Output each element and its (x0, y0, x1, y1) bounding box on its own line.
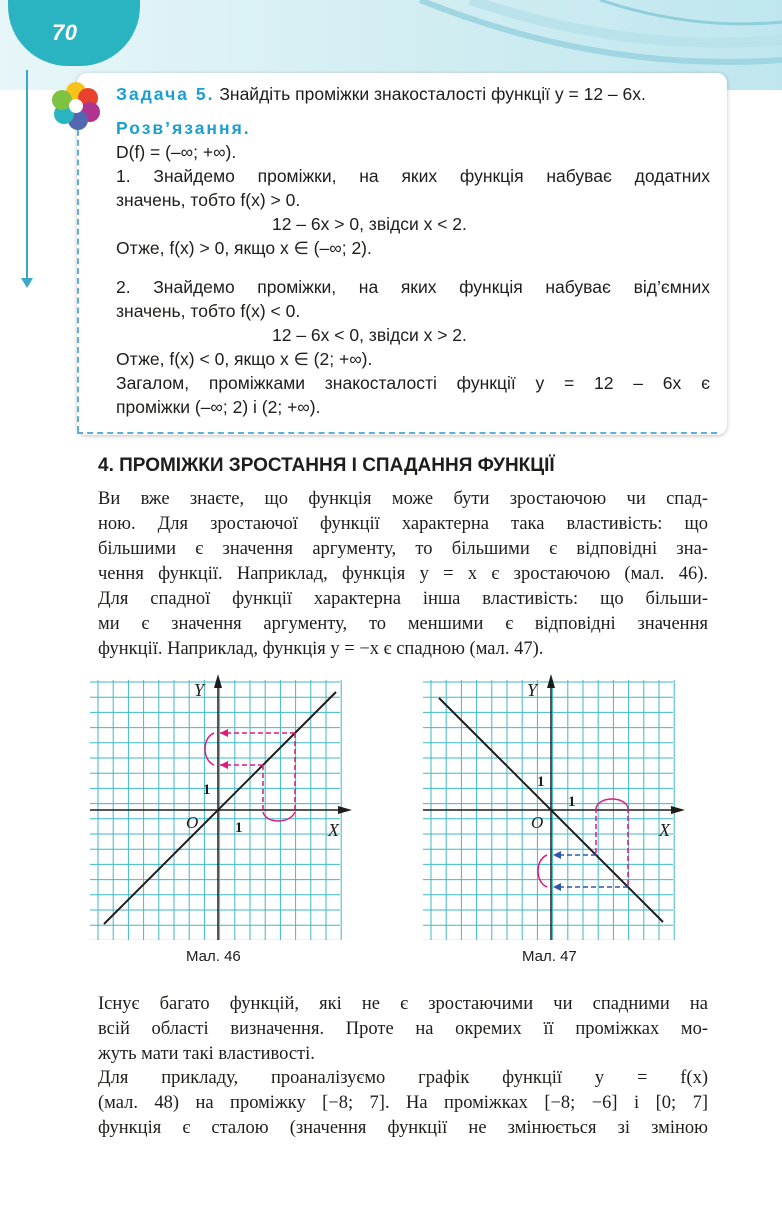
paragraph-line: всій області визначення. Проте на окремих її проміжках мо- (98, 1019, 708, 1039)
paragraph-line: ми є значення аргументу, то меншими є відповідні значення (98, 614, 708, 634)
paragraph-line: жуть мати такі властивості. (98, 1044, 315, 1064)
figure-47-caption: Мал. 47 (522, 948, 577, 965)
paragraph-line: функції. Наприклад, функція y = −x є спадною (мал. 47). (98, 639, 544, 659)
paragraph-line: Ви вже знаєте, що функція може бути зростаючою чи спад- (98, 489, 708, 509)
task-title-line (116, 83, 646, 106)
task-line: значень, тобто f(x) > 0. (116, 190, 301, 210)
paragraph-line: ною. Для зростаючої функції характерна така властивість: що (98, 514, 708, 534)
task-label: Задача 5. (116, 84, 215, 104)
figure-46-graph (90, 672, 352, 940)
paragraph-line: більшими є значення аргументу, то більшими є відповідні зна- (98, 539, 708, 559)
origin-label: O (531, 813, 544, 832)
task-line: 12 – 6x < 0, звідси x > 2. (272, 325, 467, 345)
axis-x-label: X (328, 820, 339, 840)
axis-x-label: X (659, 820, 670, 840)
task-dashed-border-bottom (77, 432, 717, 434)
flower-icon (50, 80, 102, 132)
x-axis-arrow-icon (671, 806, 685, 814)
task-dashed-border-left (77, 120, 79, 432)
arrowhead-icon (220, 729, 228, 737)
task-line: 1. Знайдемо проміжки, на яких функція набуває додатних (116, 166, 710, 186)
arc-arrow (538, 855, 547, 887)
task-line: 2. Знайдемо проміжки, на яких функція набуває від’ємних (116, 277, 710, 297)
figure-46-caption: Мал. 46 (186, 948, 241, 965)
y-axis-arrow-icon (547, 674, 555, 688)
solution-label: Розв’язання. (116, 118, 251, 138)
arrowhead-icon (553, 883, 561, 891)
unit-y-label: 1 (537, 774, 545, 790)
figure-47-graph (423, 672, 685, 940)
arc-arrow (263, 812, 295, 821)
paragraph-line: (мал. 48) на проміжку [−8; 7]. На проміжках [−8; −6] і [0; 7] (98, 1093, 708, 1113)
x-axis-arrow-icon (338, 806, 352, 814)
task-line: значень, тобто f(x) < 0. (116, 301, 301, 321)
unit-x-label: 1 (235, 820, 243, 836)
task-line: Отже, f(x) < 0, якщо x ∈ (2; +∞). (116, 349, 373, 369)
arrowhead-icon (553, 851, 561, 859)
side-arrow-icon (21, 278, 33, 288)
task-line: проміжки (–∞; 2) і (2; +∞). (116, 397, 321, 417)
side-marker-line (26, 70, 28, 280)
unit-y-label: 1 (203, 782, 211, 798)
paragraph-line: Для спадної функції характерна інша властивість: що більши- (98, 589, 708, 609)
unit-x-label: 1 (568, 794, 576, 810)
origin-label: O (186, 813, 199, 832)
paragraph-line: Для прикладу, проаналізуємо графік функції y = f(x) (98, 1068, 708, 1088)
page-number: 70 (52, 20, 78, 45)
paragraph-line: Існує багато функцій, які не є зростаючими чи спадними на (98, 994, 708, 1014)
y-axis-arrow-icon (214, 674, 222, 688)
task-statement: Знайдіть проміжки знакосталості функції y = 12 – 6x. (219, 84, 646, 104)
section-title: 4. ПРОМІЖКИ ЗРОСТАННЯ І СПАДАННЯ ФУНКЦІЇ (98, 455, 555, 476)
arc-arrow (205, 733, 214, 765)
task-line: Загалом, проміжками знакосталості функції y = 12 – 6x є (116, 373, 710, 393)
axis-y-label: Y (194, 680, 205, 700)
paragraph-line: чення функції. Наприклад, функція y = x є зростаючою (мал. 46). (98, 564, 708, 584)
paragraph-line: функція є сталою (значення функції не змінюється зі зміною (98, 1118, 708, 1138)
task-line: Отже, f(x) > 0, якщо x ∈ (–∞; 2). (116, 238, 372, 258)
task-line: 12 – 6x > 0, звідси x < 2. (272, 214, 467, 234)
task-line: D(f) = (–∞; +∞). (116, 142, 237, 162)
axis-y-label: Y (527, 680, 538, 700)
arrowhead-icon (220, 761, 228, 769)
